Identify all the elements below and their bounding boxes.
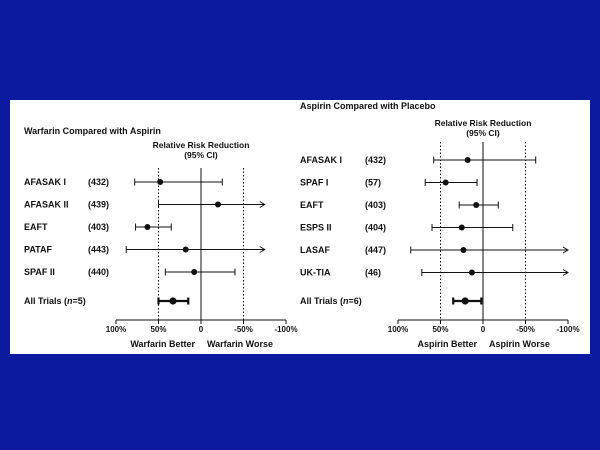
tick-label: 0 (198, 325, 204, 334)
tick-label: -100% (556, 325, 580, 334)
tick-label: 100% (387, 325, 409, 334)
trial-sample-size: (46) (365, 267, 382, 278)
point-estimate (157, 179, 163, 185)
trial-name: AFASAK II (24, 199, 69, 210)
trial-name: All Trials (n=6) (300, 296, 362, 306)
x-label-better: Aspirin Better (417, 339, 477, 349)
trial-name: LASAF (300, 245, 330, 255)
point-estimate (465, 157, 471, 163)
panel-title: Warfarin Compared with Aspirin (24, 126, 161, 136)
tick-label: -50% (516, 325, 535, 334)
trial-row (24, 200, 265, 210)
header-ci-label: (95% CI) (184, 150, 218, 160)
point-estimate (459, 225, 465, 231)
header-ci-label: (95% CI) (466, 128, 500, 138)
x-label-better: Warfarin Better (130, 339, 195, 349)
tick-label: -50% (234, 325, 253, 334)
trial-name: AFASAK I (300, 155, 343, 165)
header-label: Relative Risk Reduction (152, 140, 250, 150)
point-estimate (469, 270, 475, 276)
slide-panel (10, 100, 590, 354)
trial-row (300, 223, 513, 233)
trial-row (300, 245, 568, 255)
trial-name: EAFT (24, 222, 48, 232)
point-estimate (144, 224, 150, 230)
trial-row (300, 200, 498, 210)
tick-label: 100% (105, 325, 127, 334)
trial-sample-size: (404) (365, 222, 387, 233)
trial-row (300, 268, 568, 278)
trial-name: EAFT (300, 200, 324, 210)
trial-sample-size: (432) (365, 155, 387, 165)
warfarin-vs-aspirin-panel (24, 126, 298, 349)
trial-name: SPAF I (300, 177, 329, 188)
aspirin-vs-placebo-panel (300, 101, 580, 349)
trial-name: ESPS II (300, 222, 332, 233)
tick-label: 50% (432, 325, 449, 334)
tick-label: -100% (274, 325, 298, 334)
trial-name: AFASAK I (24, 177, 67, 187)
x-label-worse: Warfarin Worse (207, 339, 274, 349)
trial-row (24, 245, 265, 255)
tick-label: 0 (480, 325, 486, 334)
trial-row (24, 222, 171, 232)
trial-name: SPAF II (24, 267, 55, 277)
trial-row (24, 267, 235, 277)
trial-row (300, 155, 536, 165)
header-label: Relative Risk Reduction (434, 118, 532, 128)
trial-row (300, 178, 477, 188)
point-estimate (215, 202, 221, 208)
trial-row (24, 177, 222, 187)
trial-sample-size: (447) (365, 245, 387, 255)
trial-sample-size: (443) (88, 244, 110, 255)
x-label-worse: Aspirin Worse (489, 339, 550, 349)
pooled-row (24, 296, 188, 306)
trial-sample-size: (432) (88, 177, 110, 187)
tick-label: 50% (150, 325, 167, 334)
point-estimate (191, 269, 197, 275)
trial-sample-size: (403) (88, 222, 110, 232)
trial-name: All Trials (n=5) (24, 296, 86, 306)
trial-sample-size: (440) (88, 267, 110, 277)
forest-plots (10, 100, 590, 354)
point-estimate (169, 297, 176, 304)
trial-sample-size: (57) (365, 177, 382, 188)
point-estimate (460, 247, 466, 253)
trial-sample-size: (439) (88, 199, 110, 210)
point-estimate (473, 202, 479, 208)
point-estimate (443, 180, 449, 186)
pooled-row (300, 296, 481, 306)
point-estimate (462, 297, 469, 304)
trial-name: PATAF (24, 244, 52, 255)
panel-title: Aspirin Compared with Placebo (300, 101, 436, 111)
point-estimate (183, 247, 189, 253)
trial-sample-size: (403) (365, 200, 387, 210)
trial-name: UK-TIA (300, 267, 331, 278)
